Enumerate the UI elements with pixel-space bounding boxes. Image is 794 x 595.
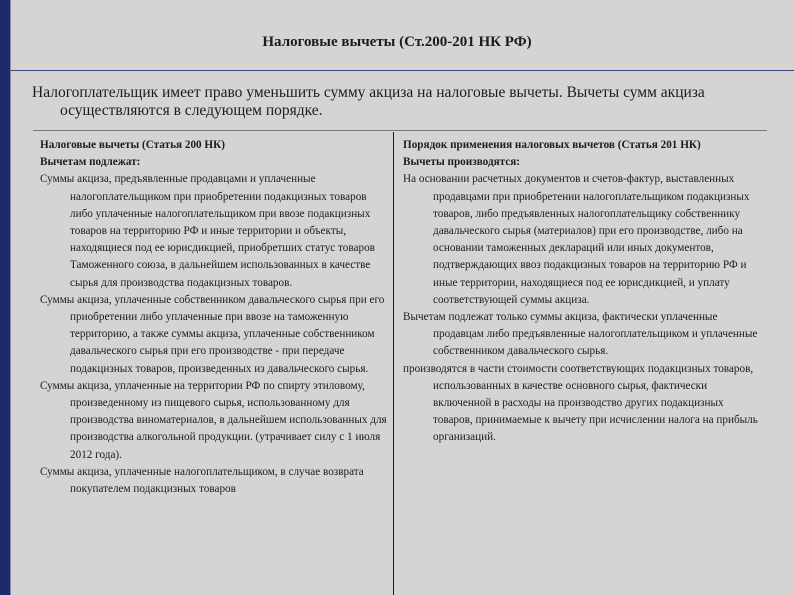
left-item: Суммы акциза, уплаченные налогоплательщиком, в случае возврата покупателем подакцизных товаров	[40, 465, 364, 496]
left-item: Суммы акциза, уплаченные на территории РФ по спирту этиловому, произведенному из пищевого сырья, использованному для производства виноматериалов, в дальнейшем использованных для производства алкогольной продукции. (утрачивает силу с 1 июля 2012 года).	[40, 379, 387, 461]
right-column-subheading: Вычеты производятся:	[403, 156, 521, 169]
right-column-heading: Порядок применения налоговых вычетов (Статья 201 НК)	[403, 139, 701, 151]
right-item: На основании расчетных документов и счетов-фактур, выставленных продавцами при приобретении налогоплательщиком подакцизных товаров, либо предъявленных налогоплательщику собственнику давальческого сырья (материалов) при его производстве, либо на основании таможенных деклараций или иных документов, подтверждающих ввоз подакцизных товаров на территорию РФ и иные территории, находящиеся под ее юрисдикцией, и уплату соответствующей суммы акциза.	[403, 173, 750, 306]
right-item: производятся в части стоимости соответствующих подакцизных товаров, использованных в качестве основного сырья, фактически включенной в расходы на производство других подакцизных товаров, принимаемые к вычету при исчислении налога на прибыль организаций.	[403, 362, 758, 444]
column-divider	[393, 132, 394, 595]
left-column-heading: Налоговые вычеты (Статья 200 НК)	[40, 139, 225, 151]
table-top-border	[33, 130, 767, 131]
right-column	[403, 137, 758, 447]
left-accent-line	[10, 0, 11, 595]
left-item: Суммы акциза, предъявленные продавцами и уплаченные налогоплательщиком при приобретении подакцизных товаров либо уплаченные налогоплательщиком при ввозе подакцизных товаров на территорию РФ и иные территории и объекты, находящиеся под ее юрисдикцией, приобретших статус товаров Таможенного союза, в дальнейшем использованных в качестве сырья для производства подакцизных товаров.	[40, 173, 375, 289]
left-column-subheading: Вычетам подлежат:	[40, 156, 141, 169]
title-underline	[11, 70, 794, 71]
left-accent-bar	[0, 0, 10, 595]
left-column	[40, 137, 390, 498]
left-item: Суммы акциза, уплаченные собственником давальческого сырья при его приобретении либо уплаченные при ввозе на таможенную территорию, а также суммы акциза, уплаченные собственником давальческого сырья при его производстве - при передаче подакцизных товаров, произведенных из давальческого сырья.	[40, 293, 385, 375]
slide-title: Налоговые вычеты (Ст.200-201 НК РФ)	[262, 34, 532, 50]
right-item: Вычетам подлежат только суммы акциза, фактически уплаченные продавцам либо предъявленные налогоплательщиком и уплаченные собственником давальческого сырья.	[403, 311, 758, 358]
intro-paragraph: Налогоплательщик имеет право уменьшить сумму акциза на налоговые вычеты. Вычеты сумм акциза осуществляются в следующем порядке.	[32, 84, 705, 119]
